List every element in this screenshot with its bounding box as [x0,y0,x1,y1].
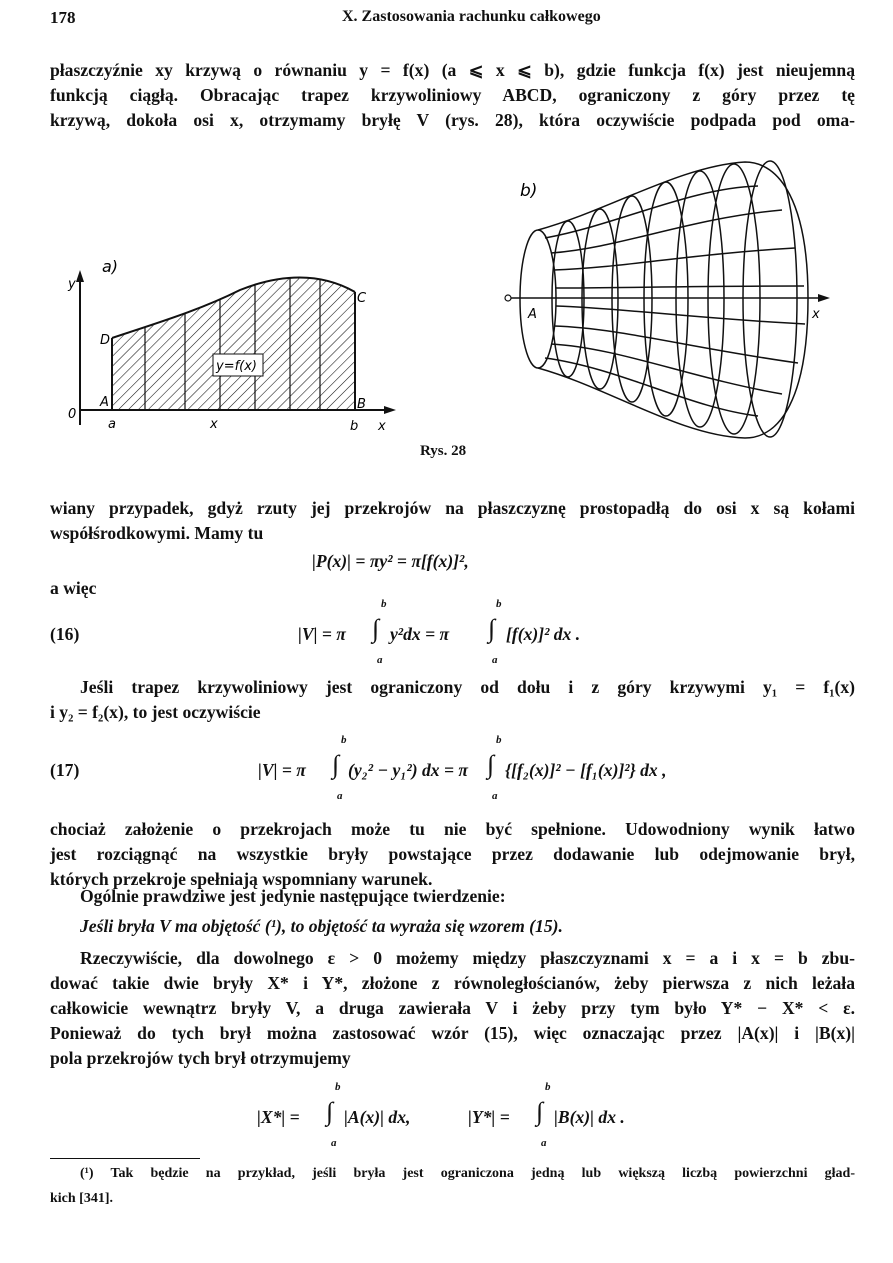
tick-x-label: x [210,417,218,432]
axis-start [505,295,511,301]
figure-b-label: b) [520,181,538,201]
text-line: Ponieważ do tych brył można zastosować wzór (15), więc oznaczając przez |A(x)| i |B(x)| [50,1023,855,1043]
equation-Y-right: |B(x)| dx . [554,1107,625,1127]
text-line: funkcją ciągłą. Obracając trapez krzywoliniowy ABCD, ograniczony z góry przez tę [50,85,855,105]
equation-17-right: {[f₂(x)]² − [f₁(x)]²} dx , [505,760,667,780]
equation-X-right: |A(x)| dx, [344,1107,411,1127]
integral-sign: ∫ [326,1097,334,1126]
solid-outline [538,162,808,438]
integral-sign: ∫ [372,614,380,643]
equation-17-mid: (y₂² − y₁²) dx = π [348,760,469,780]
text-line: krzywą, dokoła osi x, otrzymamy bryłę V (rys. 28), która oczywiście podpada pod oma- [50,110,855,130]
figure-a-label: a) [102,257,119,276]
left-end-ellipse [520,230,556,368]
a-wiec: a więc [50,578,97,598]
equation-17-label: (17) [50,760,80,780]
chapter-title: X. Zastosowania rachunku całkowego [342,8,601,25]
theorem [80,914,855,939]
footnote-line: kich [341]. [50,1191,113,1206]
lower-limit: a [492,790,498,802]
paragraph-4 [50,817,855,892]
integral-sign: ∫ [332,750,340,779]
text-line: Ogólnie prawdziwe jest jedynie następujące twierdzenie: [80,886,506,906]
equation-16-label: (16) [50,624,80,644]
text-line: Jeśli bryła V ma objętość (¹), to objętość ta wyraża się wzorem (15). [80,916,563,936]
figure-a [50,250,410,440]
upper-limit: b [341,734,347,746]
upper-limit: b [335,1081,341,1093]
curve-label: y=f(x) [216,359,257,374]
text-line: całkowicie wewnątrz bryły V, a druga zawierała V i żeby przy tym było Y* − X* < ε. [50,998,855,1018]
lower-limit: a [541,1137,547,1149]
tick-a-label: a [108,417,116,432]
y-axis-label: y [68,277,76,292]
text-line: płaszczyźnie xy krzywą o równaniu y = f(x) (a ⩽ x ⩽ b), gdzie funkcja f(x) jest nieujemną [50,60,855,80]
footnote-line: (¹) Tak będzie na przykład, jeśli bryła jest ograniczona jedną lub większą liczbą powierzchni gład- [80,1166,855,1181]
text-line: wiany przypadek, gdyż rzuty jej przekrojów na płaszczyznę prostopadłą do osi x są kołami [50,498,855,518]
text-line: Rzeczywiście, dla dowolnego ε > 0 możemy między płaszczyznami x = a i x = b zbu- [80,948,855,968]
figure-caption: Rys. 28 [420,443,467,459]
lower-limit: a [492,654,498,666]
equation-X-left: |X*| = [257,1107,300,1127]
integral-sign: ∫ [488,614,496,643]
paragraph-6 [50,946,855,1071]
equation-16-right: [f(x)]² dx . [506,624,581,644]
equation-17-left: |V| = π [258,760,306,780]
integral-sign: ∫ [487,750,495,779]
lower-limit: a [337,790,343,802]
text-line: Jeśli trapez krzywoliniowy jest ograniczony od dołu i z góry krzywymi y₁ = f₁(x) [80,677,855,697]
equation-16-left: |V| = π [298,624,346,644]
running-header [50,8,850,30]
upper-limit: b [496,734,502,746]
paragraph-2 [50,496,855,546]
equation-16-mid: y²dx = π [390,624,450,644]
text-line: jest rozciągnąć na wszystkie bryły powstające przez dodawanie lub odejmowanie brył, [50,844,855,864]
integral-sign: ∫ [536,1097,544,1126]
point-C-label: C [357,291,367,306]
upper-limit: b [496,598,502,610]
text-line: pola przekrojów tych brył otrzymujemy [50,1048,351,1068]
text-line: współśrodkowymi. Mamy tu [50,523,264,543]
footnote [50,1163,855,1213]
origin-label: 0 [68,407,77,422]
point-A-label: A [528,307,537,322]
x-arrow [818,294,830,302]
x-axis-label: x [378,419,386,434]
area-under-curve [112,278,355,411]
x-arrow [384,406,396,414]
page-number: 178 [50,8,76,27]
x-axis-label: x [812,307,820,322]
paragraph-5 [80,884,855,909]
equation-P: |P(x)| = πy² = π[f(x)]², [312,551,469,571]
intro-paragraph [50,58,855,133]
point-B-label: B [357,397,366,412]
text-line: chociaż założenie o przekrojach może tu nie być spełnione. Udowodniony wynik łatwo [50,819,855,839]
lower-limit: a [377,654,383,666]
footnote-rule [50,1158,200,1159]
text-line: dować takie dwie bryły X* i Y*, złożone z równoległościanów, żeby pierwsza z nich leżała [50,973,855,993]
text-line: i y₂ = f₂(x), to jest oczywiście [50,702,261,722]
equation-Y-left: |Y*| = [468,1107,510,1127]
upper-limit: b [545,1081,551,1093]
paragraph-3 [50,675,855,725]
y-arrow [76,270,84,282]
point-A-label: A [100,395,109,410]
lower-limit: a [331,1137,337,1149]
upper-limit: b [381,598,387,610]
point-D-label: D [100,333,111,348]
figure-b [490,158,870,448]
tick-b-label: b [350,419,359,434]
text-line: których przekroje spełniają wspomniany warunek. [50,869,433,889]
